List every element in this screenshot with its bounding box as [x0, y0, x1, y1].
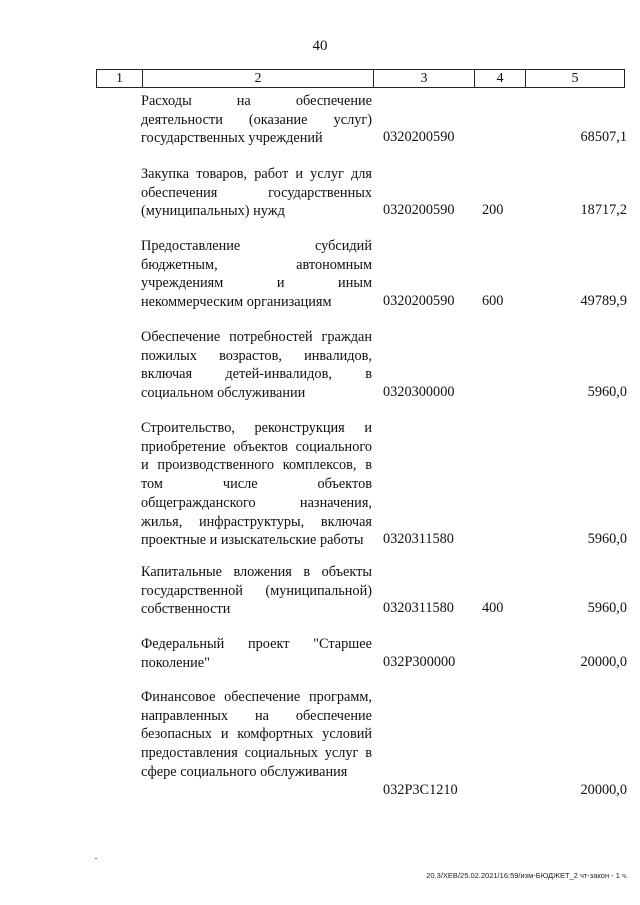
header-col-2: 2	[143, 70, 374, 87]
row-amount: 20000,0	[580, 782, 627, 798]
header-col-4: 4	[475, 70, 526, 87]
row-name: Финансовое обеспечение программ, направленных на обеспечение безопасных и комфортных условий предоставления социальных услуг в сфере социального обслуживания	[141, 689, 372, 780]
row-kind: 400	[482, 600, 504, 616]
row-amount: 5960,0	[587, 531, 627, 547]
row-name: Предоставление субсидий бюджетным, автономным учреждениям и иным некоммерческим организациям	[141, 238, 372, 311]
row-code: 0320311580	[383, 600, 454, 616]
row-code: 032P300000	[383, 654, 456, 670]
row-amount: 5960,0	[587, 384, 627, 400]
row-code: 0320300000	[383, 384, 455, 400]
row-name: Обеспечение потребностей граждан пожилых возрастов, инвалидов, включая детей-инвалидов, в социальном обслуживании	[141, 329, 372, 402]
header-col-3: 3	[374, 70, 475, 87]
header-col-5: 5	[571, 71, 579, 86]
row-code: 0320200590	[383, 202, 455, 218]
row-amount: 49789,9	[580, 293, 627, 309]
row-kind: 600	[482, 293, 504, 309]
row-amount: 20000,0	[580, 654, 627, 670]
scan-mark	[95, 858, 97, 859]
row-code: 0320200590	[383, 129, 455, 145]
header-col-1: 1	[97, 70, 143, 87]
table-header	[96, 69, 625, 88]
page-number: 40	[312, 38, 328, 54]
row-amount: 68507,1	[580, 129, 627, 145]
footer-stamp: 20.3/ХЕВ/25.02.2021/16:59/изм-БЮДЖЕТ_2 чт-закон - 1 ч.	[426, 871, 628, 880]
row-code: 032P3C1210	[383, 782, 458, 798]
row-name: Капитальные вложения в объекты государственной (муниципальной) собственности	[141, 564, 372, 618]
row-amount: 5960,0	[587, 600, 627, 616]
row-name: Закупка товаров, работ и услуг для обеспечения государственных (муниципальных) нужд	[141, 166, 372, 220]
row-kind: 200	[482, 202, 504, 218]
row-name: Строительство, реконструкция и приобретение объектов социального и производственного комплексов, в том числе объектов общегражданского назначения, жилья, инфраструктуры, включая проектные и изыскательские работы	[141, 420, 372, 549]
row-amount: 18717,2	[580, 202, 627, 218]
row-name: Федеральный проект "Старшее поколение"	[141, 636, 372, 671]
row-code: 0320200590	[383, 293, 455, 309]
row-name: Расходы на обеспечение деятельности (оказание услуг) государственных учреждений	[141, 93, 372, 147]
row-code: 0320311580	[383, 531, 454, 547]
